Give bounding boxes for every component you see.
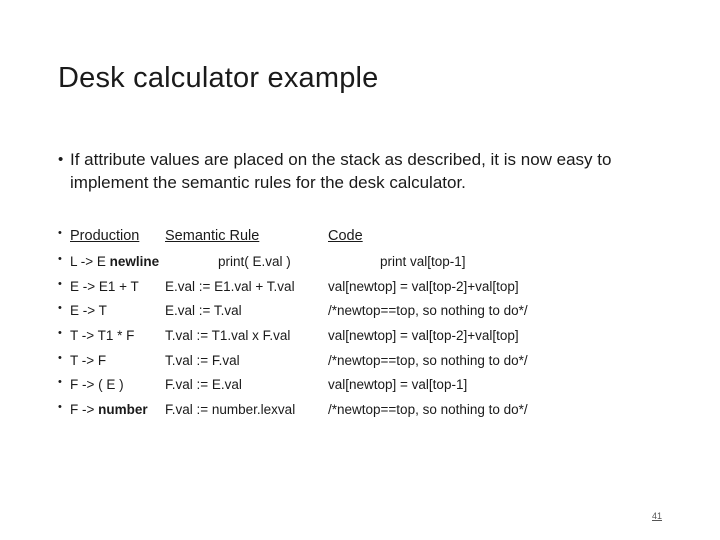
table-header	[58, 226, 668, 252]
table-row	[58, 326, 668, 351]
semantic-cell: F.val := E.val	[165, 377, 242, 393]
page-number[interactable]: 41	[652, 511, 663, 521]
semantic-cell: T.val := T1.val x F.val	[165, 328, 291, 344]
slide-title: Desk calculator example	[58, 62, 379, 94]
semantic-cell: E.val := T.val	[165, 303, 242, 319]
production-cell: L -> E newline	[70, 254, 160, 269]
header-production: Production	[70, 228, 140, 244]
code-cell: val[newtop] = val[top-1]	[328, 377, 468, 393]
code-cell: val[newtop] = val[top-2]+val[top]	[328, 328, 519, 344]
bullet-icon: •	[58, 277, 62, 290]
bullet-icon: •	[58, 401, 62, 414]
production-cell: E -> E1 + T	[70, 278, 139, 294]
table-row	[58, 375, 668, 400]
table-row	[58, 277, 668, 302]
table-row	[58, 351, 668, 376]
semantic-cell: print( E.val )	[218, 254, 291, 269]
semantic-cell: F.val := number.lexval	[165, 402, 296, 418]
bullet-icon: •	[58, 376, 62, 389]
code-cell: /*newtop==top, so nothing to do*/	[328, 402, 528, 418]
intro-bullet	[58, 148, 668, 194]
bullet-icon: •	[58, 151, 64, 168]
table-row	[58, 400, 668, 425]
grammar-table	[58, 226, 668, 425]
bullet-icon: •	[58, 351, 62, 364]
production-cell: F -> ( E )	[70, 377, 124, 393]
production-cell: T -> T1 * F	[70, 328, 135, 344]
bullet-icon: •	[58, 327, 62, 340]
bullet-icon: •	[58, 253, 62, 265]
code-cell: /*newtop==top, so nothing to do*/	[328, 303, 528, 319]
production-cell: T -> F	[70, 352, 107, 368]
semantic-cell: T.val := F.val	[165, 352, 240, 368]
code-cell: print val[top-1]	[380, 254, 466, 269]
semantic-cell: E.val := E1.val + T.val	[165, 278, 295, 294]
bullet-icon: •	[58, 302, 62, 315]
code-cell: /*newtop==top, so nothing to do*/	[328, 352, 528, 368]
bullet-icon: •	[58, 227, 62, 239]
table-row	[58, 252, 668, 277]
intro-text: If attribute values are placed on the stack as described, it is now easy to implement the semantic rules for the desk calculator.	[70, 150, 612, 192]
production-cell: E -> T	[70, 303, 107, 319]
header-code: Code	[328, 228, 363, 244]
header-semantic-rule: Semantic Rule	[165, 228, 260, 244]
code-cell: val[newtop] = val[top-2]+val[top]	[328, 278, 519, 294]
production-cell: F -> number	[70, 402, 148, 418]
table-row	[58, 301, 668, 326]
